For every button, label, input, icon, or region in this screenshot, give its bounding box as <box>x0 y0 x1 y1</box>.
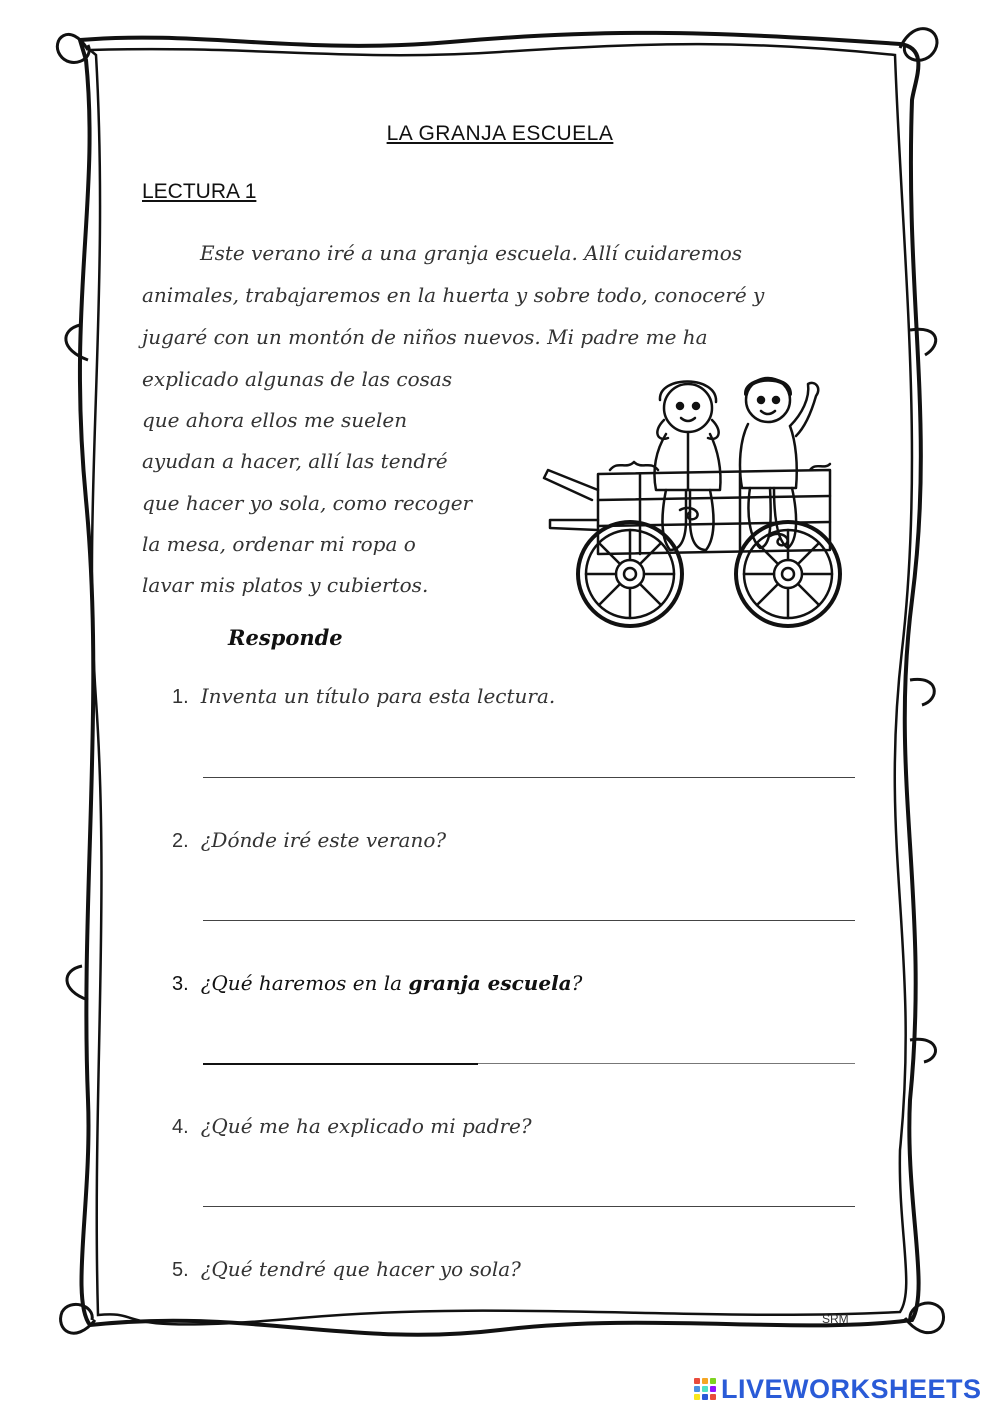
question-3 <box>172 971 582 996</box>
question-2 <box>172 828 446 853</box>
reading-line: explicado algunas de las cosas <box>142 367 453 391</box>
answer-line-4[interactable] <box>203 1206 855 1207</box>
reading-line: la mesa, ordenar mi ropa o <box>142 532 416 556</box>
question-text: ¿Dónde iré este verano? <box>200 828 447 852</box>
question-number: 2. <box>172 830 189 852</box>
question-text: ¿Qué me ha explicado mi padre? <box>200 1114 532 1138</box>
reading-line: que hacer yo sola, como recoger <box>142 491 473 515</box>
worksheet-title: LA GRANJA ESCUELA <box>386 122 614 145</box>
question-5 <box>172 1257 521 1282</box>
reading-line: Este verano iré a una granja escuela. Allí cuidaremos <box>200 241 743 265</box>
question-text: ¿Qué tendré que hacer yo sola? <box>200 1257 521 1281</box>
question-number: 1. <box>172 686 189 708</box>
question-text-end: ? <box>571 971 583 995</box>
brand-footer[interactable] <box>693 1374 982 1404</box>
question-number: 4. <box>172 1116 189 1138</box>
brand-name: LIVEWORKSHEETS <box>721 1373 982 1404</box>
question-number: 3. <box>172 973 189 995</box>
question-number: 5. <box>172 1259 189 1281</box>
answer-line-3-underline <box>203 1063 478 1065</box>
question-text: Inventa un título para esta lectura. <box>200 684 556 708</box>
question-4 <box>172 1114 532 1139</box>
reading-line: animales, trabajaremos en la huerta y sobre todo, conoceré y <box>142 283 765 307</box>
author-initials: SRM <box>822 1312 849 1326</box>
answer-line-1[interactable] <box>203 777 855 778</box>
question-text: ¿Qué haremos en la <box>200 971 409 995</box>
reading-line: ayudan a hacer, allí las tendré <box>142 449 448 473</box>
reading-line: que ahora ellos me suelen <box>142 408 408 432</box>
section-heading: LECTURA 1 <box>142 180 257 203</box>
wagon-with-children-illustration <box>540 370 850 638</box>
reading-line: lavar mis platos y cubiertos. <box>142 573 429 597</box>
answer-line-2[interactable] <box>203 920 855 921</box>
respond-heading: Responde <box>228 625 343 650</box>
answer-line-3[interactable] <box>203 1063 855 1064</box>
question-text-emphasis: granja escuela <box>408 971 572 995</box>
question-1 <box>172 684 555 709</box>
reading-line: jugaré con un montón de niños nuevos. Mi padre me ha <box>142 325 708 349</box>
liveworksheets-logo-icon <box>693 1377 717 1401</box>
